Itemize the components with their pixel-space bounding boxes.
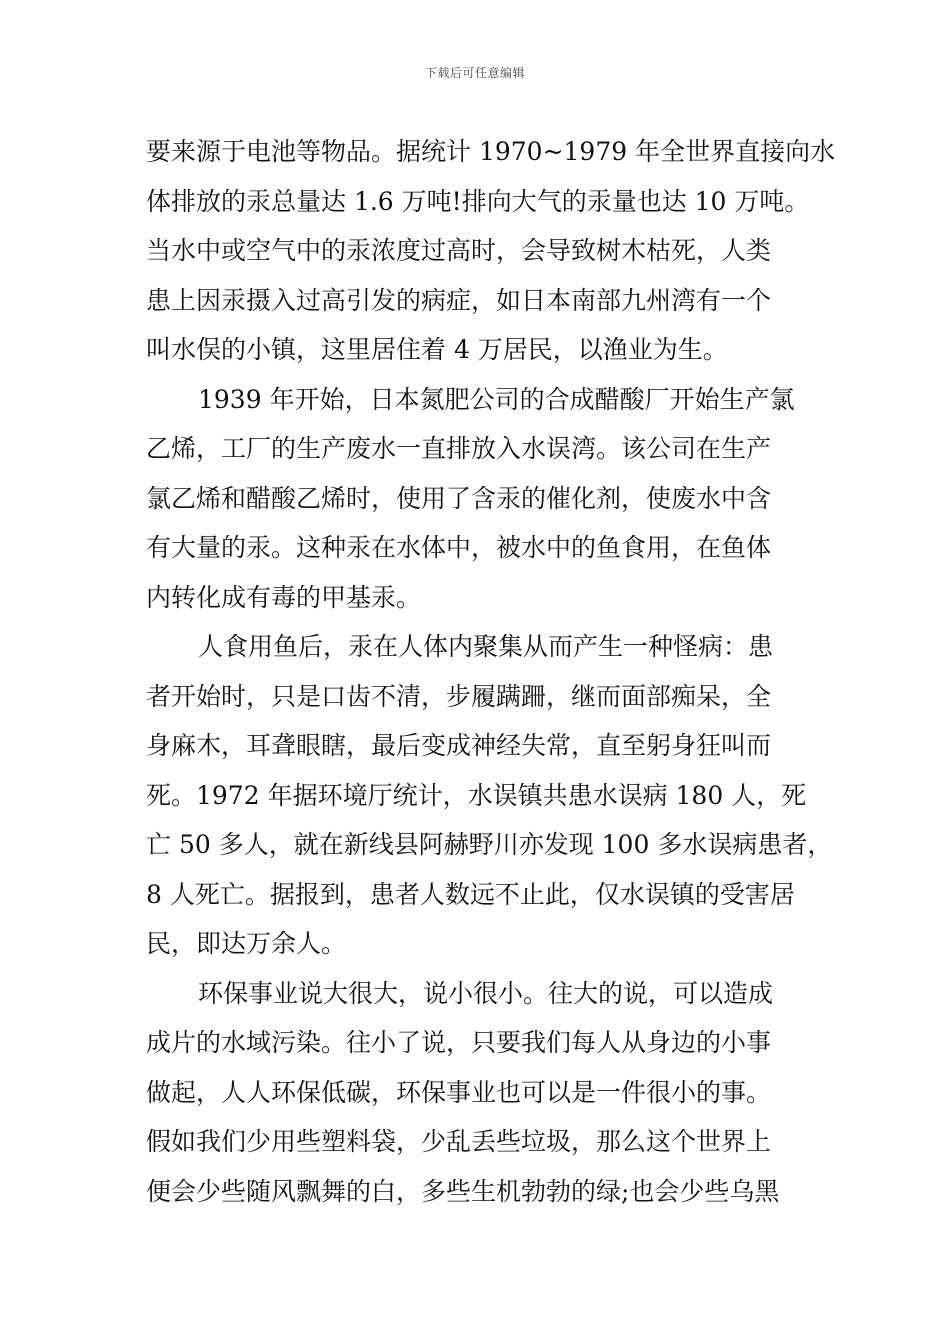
text-line: 人食用鱼后，汞在人体内聚集从而产生一种怪病：患 <box>198 632 774 661</box>
text-line: 便会少些随风飘舞的白，多些生机勃勃的绿;也会少些乌黑 <box>146 1176 780 1206</box>
text-line: 叫水俣的小镇，这里居住着 4 万居民，以渔业为生。 <box>146 335 728 364</box>
paragraph-1 <box>146 127 836 375</box>
paragraph-3 <box>146 622 833 969</box>
text-line: 环保事业说大很大，说小很小。往大的说，可以造成 <box>198 978 774 1008</box>
paragraph-2 <box>146 375 826 623</box>
page-header: 下载后可任意编辑 <box>424 66 525 80</box>
text-line: 体排放的汞总量达 1.6 万吨!排向大气的汞量也达 10 万吨。 <box>146 186 810 216</box>
text-line: 者开始时，只是口齿不清，步履蹒跚，继而面部痴呆，全 <box>146 681 772 711</box>
text-line: 民，即达万余人。 <box>146 929 347 958</box>
text-line: 死。1972 年据环境厅统计，水误镇共患水误病 180 人，死 <box>146 780 807 810</box>
text-line: 患上因汞摄入过高引发的病症，如日本南部九州湾有一个 <box>146 285 772 315</box>
text-line: 1939 年开始，日本氮肥公司的合成醋酸厂开始生产氯 <box>198 384 795 414</box>
text-line: 有大量的汞。这种汞在水体中，被水中的鱼食用，在鱼体 <box>146 533 772 562</box>
text-line: 成片的水域污染。往小了说，只要我们每人从身边的小事 <box>146 1028 772 1057</box>
text-line: 当水中或空气中的汞浓度过高时，会导致树木枯死，人类 <box>146 236 772 265</box>
text-line: 身麻木，耳聋眼瞎，最后变成神经失常，直至躬身狂叫而 <box>146 731 772 760</box>
text-line: 8 人死亡。据报到，患者人数远不止此，仅水误镇的受害居 <box>146 879 795 909</box>
text-line: 要来源于电池等物品。据统计 1970~1979 年全世界直接向水 <box>146 137 836 166</box>
document-body <box>146 127 836 1216</box>
text-line: 乙烯，工厂的生产废水一直排放入水误湾。该公司在生产 <box>146 434 772 463</box>
text-line: 亡 50 多人，就在新线县阿赫野川亦发现 100 多水误病患者， <box>146 830 833 859</box>
paragraph-4 <box>146 969 826 1217</box>
text-line: 假如我们少用些塑料袋，少乱丢些垃圾，那么这个世界上 <box>146 1127 772 1156</box>
text-line: 内转化成有毒的甲基汞。 <box>146 582 422 612</box>
text-line: 做起，人人环保低碳，环保事业也可以是一件很小的事。 <box>146 1077 772 1107</box>
text-line: 氯乙烯和醋酸乙烯时，使用了含汞的催化剂，使废水中含 <box>146 483 772 513</box>
